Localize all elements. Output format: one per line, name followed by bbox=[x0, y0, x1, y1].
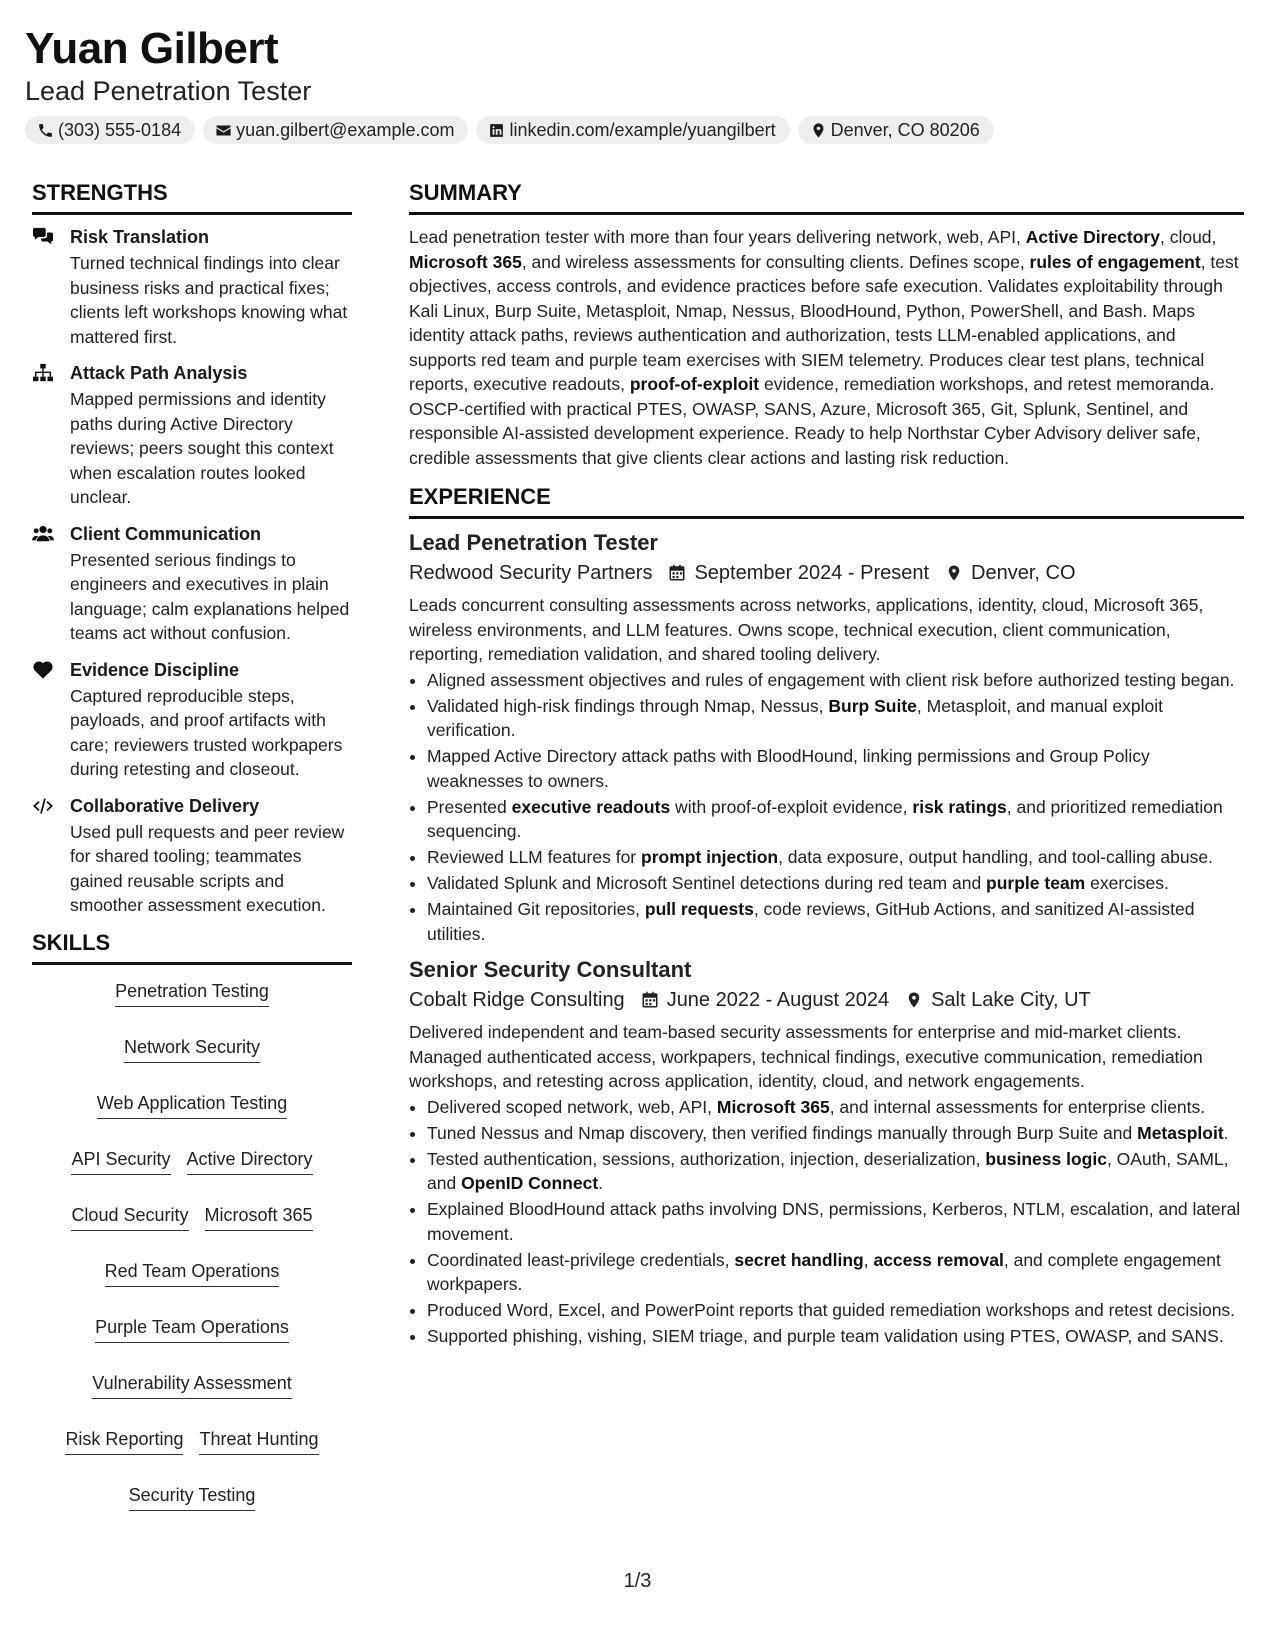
skill-tag: Vulnerability Assessment bbox=[92, 1371, 291, 1399]
bold-keyword: proof-of-exploit bbox=[629, 374, 760, 394]
job-title: Lead Penetration Tester bbox=[409, 530, 658, 555]
bullet-item: • Presented executive readouts with proof-of-exploit evidence, risk ratings, and prioritized remediation sequencing. bbox=[427, 795, 1244, 844]
job-company: Redwood Security Partners bbox=[409, 562, 653, 584]
strength-desc: Captured reproducible steps, payloads, and proof artifacts with care; reviewers trusted workpapers during retesting and closeout. bbox=[70, 685, 343, 779]
job-entry bbox=[409, 956, 1244, 1349]
phone-text: (303) 555-0184 bbox=[58, 119, 182, 140]
bold-keyword: risk ratings bbox=[912, 796, 1007, 817]
phone-icon bbox=[37, 122, 54, 139]
bold-keyword: business logic bbox=[985, 1148, 1107, 1169]
map-pin-icon bbox=[810, 122, 827, 139]
skills-section bbox=[32, 930, 352, 1511]
job-description: Leads concurrent consulting assessments across networks, applications, identity, cloud, Microsoft 365, wireless environments, and LLM features. Owns scope, technical execution, client communication, reporting, remediation validation, and shared tooling delivery. bbox=[409, 595, 1204, 664]
bullet-item: • Coordinated least-privilege credentials, secret handling, access removal, and complete engagement workpapers. bbox=[427, 1248, 1244, 1297]
job-meta bbox=[409, 986, 1244, 1014]
strength-title: Attack Path Analysis bbox=[70, 363, 248, 383]
linkedin-icon bbox=[488, 122, 505, 139]
job-bullets bbox=[409, 668, 1244, 947]
bullet-item: • Tuned Nessus and Nmap discovery, then verified findings manually through Burp Suite and Metasploit. bbox=[427, 1121, 1244, 1146]
job-title: Senior Security Consultant bbox=[409, 957, 692, 982]
bold-keyword: access removal bbox=[873, 1249, 1004, 1270]
bold-keyword: Burp Suite bbox=[828, 695, 917, 716]
strength-item bbox=[32, 522, 352, 646]
experience-heading: EXPERIENCE bbox=[409, 484, 1244, 519]
strength-title: Collaborative Delivery bbox=[70, 795, 260, 816]
code-icon bbox=[32, 796, 54, 816]
resume-header bbox=[25, 22, 1245, 144]
users-icon bbox=[32, 524, 54, 544]
bold-keyword: Metasploit bbox=[1137, 1122, 1224, 1143]
strength-item bbox=[32, 225, 352, 349]
bullet-item: • Tested authentication, sessions, authorization, injection, deserialization, business logic, OAuth, SAML, and OpenID Connect. bbox=[427, 1147, 1244, 1196]
skills-heading: SKILLS bbox=[32, 930, 352, 965]
job-dates: September 2024 - Present bbox=[694, 562, 930, 584]
strength-title: Client Communication bbox=[70, 523, 262, 544]
skill-tag: Network Security bbox=[124, 1035, 260, 1063]
bullet-item: • Mapped Active Directory attack paths with BloodHound, linking permissions and Group Policy weaknesses to owners. bbox=[427, 744, 1244, 793]
location-text: Denver, CO 80206 bbox=[830, 119, 980, 140]
candidate-name: Yuan Gilbert bbox=[25, 24, 279, 73]
map-pin-icon bbox=[905, 991, 923, 1009]
bullet-item: • Validated Splunk and Microsoft Sentinel detections during red team and purple team exercises. bbox=[427, 871, 1244, 896]
job-meta bbox=[409, 559, 1244, 587]
bullet-item: • Validated high-risk findings through Nmap, Nessus, Burp Suite, Metasploit, and manual exploit verification. bbox=[427, 694, 1244, 743]
skill-tag: Penetration Testing bbox=[115, 979, 269, 1007]
bullet-item: • Maintained Git repositories, pull requests, code reviews, GitHub Actions, and sanitized AI-assisted utilities. bbox=[427, 897, 1244, 946]
location-contact bbox=[798, 116, 994, 144]
bullet-item: • Reviewed LLM features for prompt injection, data exposure, output handling, and tool-calling abuse. bbox=[427, 845, 1244, 870]
bold-keyword: purple team bbox=[986, 873, 1086, 893]
job-dates: June 2022 - August 2024 bbox=[666, 989, 890, 1011]
map-pin-icon bbox=[945, 564, 963, 582]
envelope-icon bbox=[215, 122, 232, 139]
bold-keyword: OpenID Connect bbox=[461, 1173, 599, 1193]
skill-tag: Cloud Security bbox=[71, 1203, 188, 1231]
bold-keyword: secret handling bbox=[734, 1249, 864, 1270]
skill-tag: Web Application Testing bbox=[97, 1091, 287, 1119]
bold-keyword: Microsoft 365 bbox=[409, 251, 522, 272]
bold-keyword: rules of engagement bbox=[1029, 251, 1201, 272]
experience-section bbox=[409, 484, 1244, 1349]
strengths-heading: STRENGTHS bbox=[32, 180, 352, 215]
job-location: Salt Lake City, UT bbox=[931, 989, 1091, 1011]
bullet-item: • Produced Word, Excel, and PowerPoint reports that guided remediation workshops and retest decisions. bbox=[427, 1298, 1244, 1323]
skill-tag: API Security bbox=[71, 1147, 170, 1175]
strength-title: Risk Translation bbox=[70, 227, 210, 247]
heart-icon bbox=[32, 660, 54, 680]
skill-tag: Security Testing bbox=[129, 1483, 256, 1511]
job-entry bbox=[409, 529, 1244, 946]
strength-item bbox=[32, 361, 352, 510]
contact-bar bbox=[25, 116, 1245, 144]
skill-tag: Red Team Operations bbox=[105, 1259, 280, 1287]
sitemap-icon bbox=[32, 363, 54, 383]
job-bullets bbox=[409, 1095, 1244, 1349]
skill-tag: Threat Hunting bbox=[199, 1427, 318, 1455]
strength-desc: Mapped permissions and identity paths during Active Directory reviews; peers sought this context when escalation routes looked unclear. bbox=[70, 389, 334, 507]
right-column bbox=[409, 180, 1244, 1350]
linkedin-text: linkedin.com/example/yuangilbert bbox=[509, 119, 776, 140]
strength-desc: Presented serious findings to engineers and executives in plain language; calm explanations helped teams act without confusion. bbox=[70, 549, 350, 643]
skill-tag: Purple Team Operations bbox=[95, 1315, 289, 1343]
page-number: 1/3 bbox=[623, 1570, 652, 1592]
strength-desc: Used pull requests and peer review for shared tooling; teammates gained reusable scripts and smoother assessment execution. bbox=[70, 821, 345, 915]
skill-tag: Active Directory bbox=[187, 1147, 313, 1175]
job-company: Cobalt Ridge Consulting bbox=[409, 989, 625, 1011]
summary-heading: SUMMARY bbox=[409, 180, 1244, 215]
bullet-item: • Delivered scoped network, web, API, Microsoft 365, and internal assessments for enterprise clients. bbox=[427, 1095, 1244, 1120]
bold-keyword: Microsoft 365 bbox=[716, 1096, 830, 1117]
skills-list bbox=[32, 979, 352, 1511]
skill-tag: Risk Reporting bbox=[65, 1427, 183, 1455]
skill-tag: Microsoft 365 bbox=[205, 1203, 313, 1231]
bullet-item: • Supported phishing, vishing, SIEM triage, and purple team validation using PTES, OWASP, and SANS. bbox=[427, 1324, 1244, 1349]
comments-icon bbox=[32, 227, 54, 247]
bold-keyword: pull requests bbox=[644, 899, 754, 919]
summary-text: Lead penetration tester with more than four years delivering network, web, API, Active Directory, cloud, Microsoft 365, and wireless assessments for consulting clients. Defines scope, rules of engagement, test objectives, access controls, and evidence practices before safe execution. Validates exploitability through Kali Linux, Burp Suite, Metasploit, Nmap, Nessus, BloodHound, Python, PowerShell, and Bash. Maps identity attack paths, reviews authentication and authorization, tests LLM-enabled applications, and supports red team and purple team exercises with SIEM telemetry. Produces clear test plans, technical reports, executive readouts, proof-of-exploit evidence, remediation workshops, and retest memoranda. OSCP-certified with practical PTES, OWASP, SANS, Azure, Microsoft 365, Git, Splunk, Sentinel, and responsible AI-assisted development experience. Ready to help Northstar Cyber Advisory deliver safe, credible assessments that give clients clear actions and lasting risk reduction. bbox=[409, 227, 1239, 468]
bold-keyword: Active Directory bbox=[1025, 227, 1160, 247]
candidate-title: Lead Penetration Tester bbox=[25, 76, 312, 106]
job-description: Delivered independent and team-based security assessments for enterprise and mid-market clients. Managed authenticated access, workpapers, technical findings, executive communication, remediation workshops, and retesting across application, identity, cloud, and network engagements. bbox=[409, 1022, 1203, 1091]
strength-title: Evidence Discipline bbox=[70, 659, 240, 680]
bold-keyword: prompt injection bbox=[641, 847, 779, 867]
bullet-item: • Explained BloodHound attack paths involving DNS, permissions, Kerberos, NTLM, escalation, and lateral movement. bbox=[427, 1197, 1244, 1246]
strength-item bbox=[32, 794, 352, 918]
bold-keyword: executive readouts bbox=[511, 796, 671, 817]
bullet-item: • Aligned assessment objectives and rules of engagement with client risk before authorized testing began. bbox=[427, 668, 1244, 693]
strength-desc: Turned technical findings into clear business risks and practical fixes; clients left workshops knowing what mattered first. bbox=[70, 253, 348, 347]
phone-contact[interactable] bbox=[25, 116, 195, 144]
job-location: Denver, CO bbox=[971, 562, 1076, 584]
strength-item bbox=[32, 658, 352, 782]
left-column bbox=[32, 180, 352, 1511]
linkedin-contact[interactable] bbox=[476, 116, 789, 144]
email-contact[interactable] bbox=[203, 116, 468, 144]
calendar-icon bbox=[641, 991, 659, 1009]
calendar-icon bbox=[668, 564, 686, 582]
email-text: yuan.gilbert@example.com bbox=[236, 119, 455, 140]
